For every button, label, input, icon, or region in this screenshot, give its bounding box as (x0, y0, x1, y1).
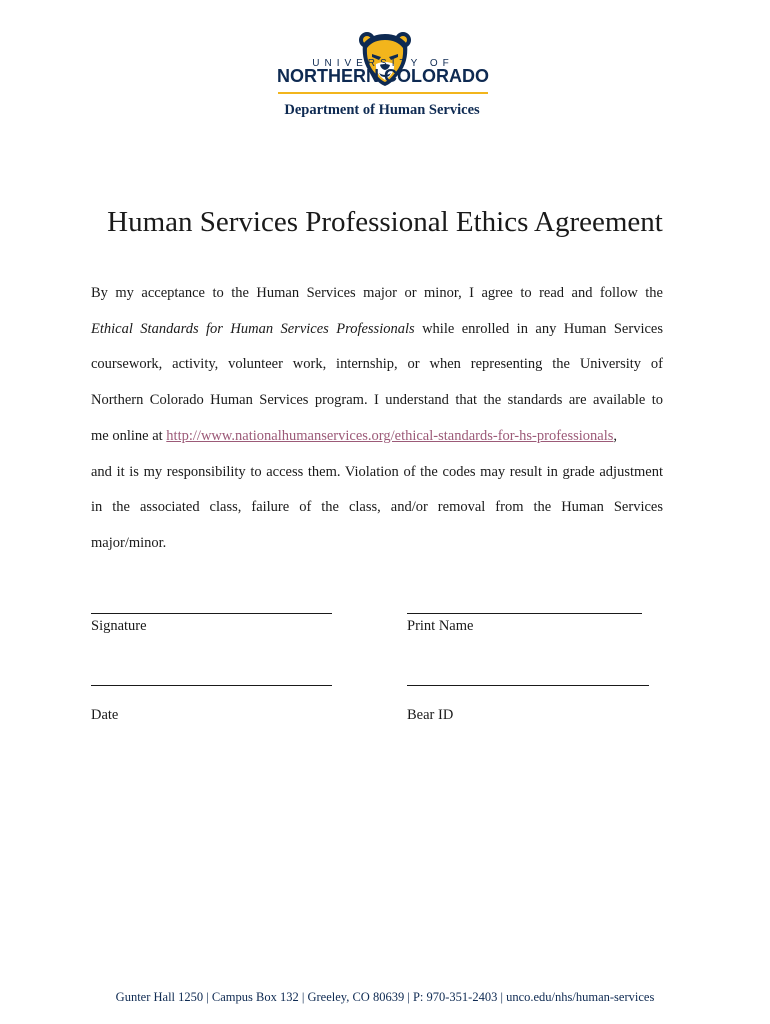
agreement-body (91, 276, 663, 562)
footer-contact: Gunter Hall 1250 | Campus Box 132 | Greeley, CO 80639 | P: 970-351-2403 | unco.edu/nhs/human-services (115, 990, 655, 1004)
body-line: Northern Colorado Human Services program. I understand that the standards are available to (91, 392, 663, 409)
ethical-standards-link[interactable]: http://www.nationalhumanservices.org/ethical-standards-for-hs-professionals (166, 427, 614, 444)
bear-id-line[interactable] (407, 685, 649, 686)
university-of-text: UNIVERSITY OF (312, 58, 454, 69)
bear-id-label: Bear ID (407, 707, 454, 723)
document-title: Human Services Professional Ethics Agreement (107, 206, 663, 238)
body-text-span: me online at (91, 427, 167, 444)
print-name-label: Print Name (407, 618, 474, 634)
body-line: and it is my responsibility to access them. Violation of the codes may result in grade adjustment (91, 463, 663, 480)
date-label: Date (91, 707, 119, 723)
body-text-span: , (613, 427, 618, 444)
signature-label: Signature (91, 618, 147, 634)
body-line: coursework, activity, volunteer work, internship, or when representing the University of (91, 356, 663, 373)
letterhead-divider (278, 92, 488, 94)
body-line (91, 312, 663, 348)
date-line[interactable] (91, 685, 332, 686)
department-name: Department of Human Services (284, 102, 480, 118)
institution-name: NORTHERN COLORADO (277, 66, 489, 86)
body-text-span: while enrolled in any Human Services (414, 320, 663, 337)
body-line: in the associated class, failure of the class, and/or removal from the Human Services (91, 499, 663, 516)
print-name-line[interactable] (407, 613, 642, 614)
signature-line[interactable] (91, 613, 332, 614)
body-line: By my acceptance to the Human Services major or minor, I agree to read and follow the (91, 285, 663, 301)
ethical-standards-title: Ethical Standards for Human Services Professionals (91, 320, 415, 337)
body-line: major/minor. (91, 534, 167, 551)
body-line (91, 419, 663, 455)
